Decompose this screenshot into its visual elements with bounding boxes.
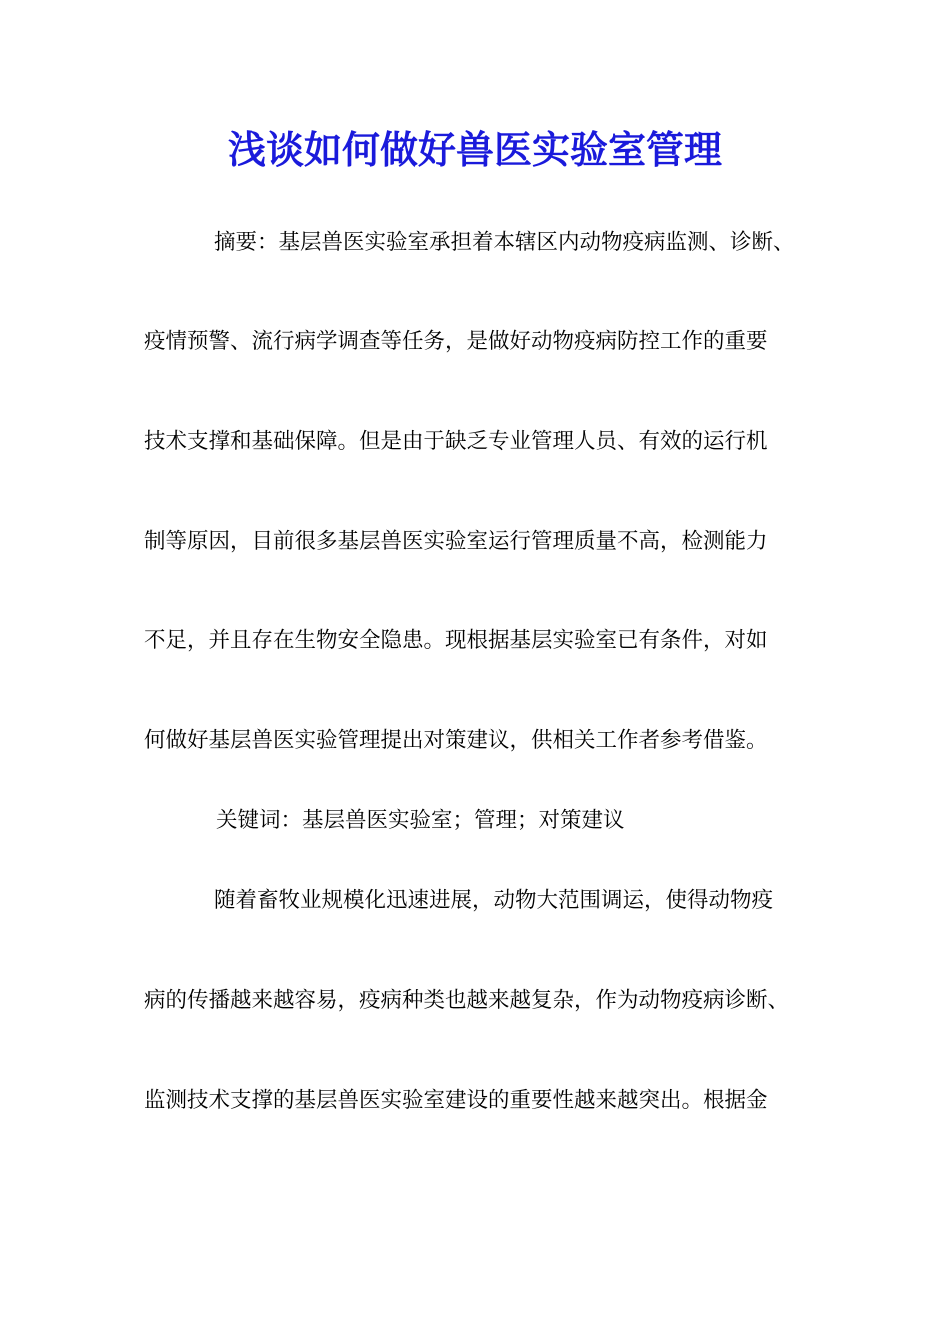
document-title: 浅谈如何做好兽医实验室管理 bbox=[227, 127, 722, 172]
abstract-line: 技术支撑和基础保障。但是由于缺乏专业管理人员、有效的运行机 bbox=[144, 429, 768, 454]
body-line: 监测技术支撑的基层兽医实验室建设的重要性越来越突出。根据金 bbox=[144, 1088, 768, 1113]
abstract-line: 疫情预警、流行病学调查等任务，是做好动物疫病防控工作的重要 bbox=[144, 329, 768, 354]
abstract-line: 摘要：基层兽医实验室承担着本辖区内动物疫病监测、诊断、 bbox=[214, 230, 795, 255]
abstract-line: 制等原因，目前很多基层兽医实验室运行管理质量不高，检测能力 bbox=[144, 529, 768, 554]
abstract-line: 何做好基层兽医实验管理提出对策建议，供相关工作者参考借鉴。 bbox=[144, 728, 768, 753]
body-line: 随着畜牧业规模化迅速进展，动物大范围调运，使得动物疫 bbox=[214, 888, 774, 913]
body-line: 病的传播越来越容易，疫病种类也越来越复杂，作为动物疫病诊断、 bbox=[144, 988, 790, 1013]
abstract-line: 不足，并且存在生物安全隐患。现根据基层实验室已有条件，对如 bbox=[144, 628, 768, 653]
keywords-line: 关键词：基层兽医实验室；管理；对策建议 bbox=[216, 808, 625, 833]
